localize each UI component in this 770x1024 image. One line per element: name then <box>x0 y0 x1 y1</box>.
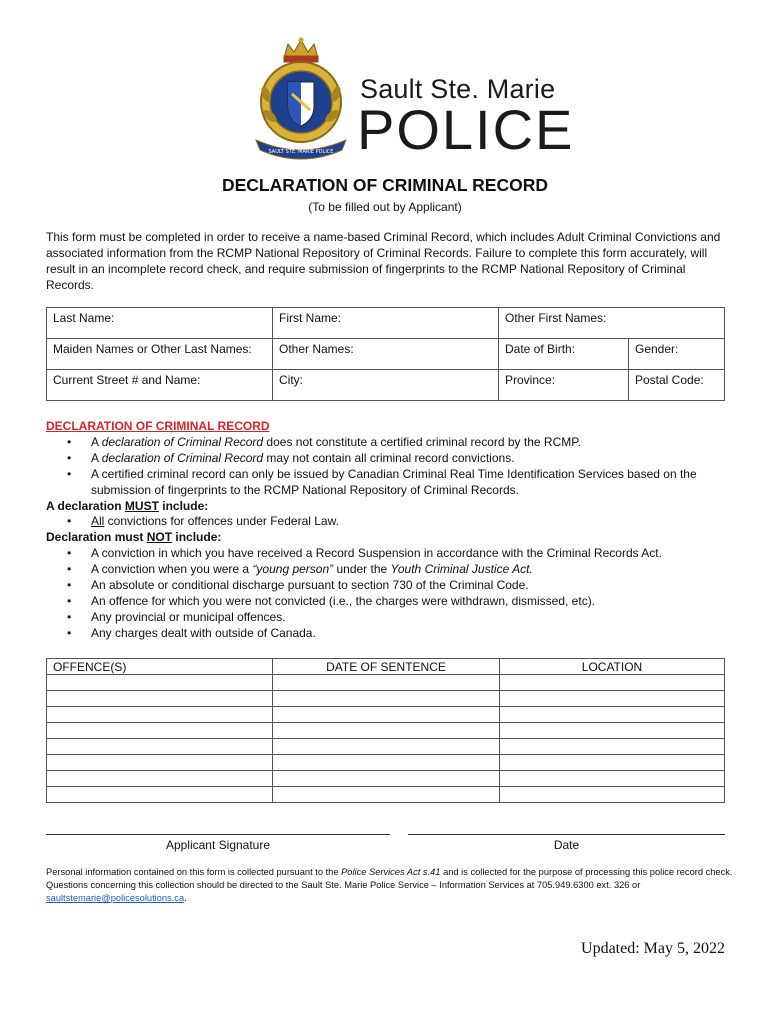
must-not-include-heading: Declaration must NOT include: <box>46 530 222 545</box>
first-name-field[interactable]: First Name: <box>273 308 499 339</box>
maiden-names-field[interactable]: Maiden Names or Other Last Names: <box>47 339 273 370</box>
city-field[interactable]: City: <box>273 370 499 401</box>
declaration-heading: DECLARATION OF CRIMINAL RECORD <box>46 419 270 433</box>
table-row <box>47 787 725 803</box>
declaration-notes-list <box>46 435 736 499</box>
table-row <box>47 675 725 691</box>
date-of-birth-field[interactable]: Date of Birth: <box>499 339 629 370</box>
list-item: • An offence for which you were not convicted (i.e., the charges were withdrawn, dismissed, etc). <box>46 594 736 610</box>
postal-code-field[interactable]: Postal Code: <box>629 370 725 401</box>
must-include-heading: A declaration MUST include: <box>46 498 209 513</box>
list-item: • An absolute or conditional discharge pursuant to section 730 of the Criminal Code. <box>46 578 736 594</box>
must-not-include-list <box>46 546 736 641</box>
police-crest-logo <box>248 36 354 162</box>
date-of-sentence-column-header: DATE OF SENTENCE <box>273 659 500 675</box>
location-column-header: LOCATION <box>500 659 725 675</box>
table-row <box>47 755 725 771</box>
applicant-signature-line[interactable] <box>46 834 390 835</box>
other-names-field[interactable]: Other Names: <box>273 339 499 370</box>
list-item: • A conviction in which you have received a Record Suspension in accordance with the Criminal Records Act. <box>46 546 736 562</box>
last-name-field[interactable]: Last Name: <box>47 308 273 339</box>
applicant-signature-label: Applicant Signature <box>165 838 271 852</box>
table-row <box>47 691 725 707</box>
list-item: • All convictions for offences under Federal Law. <box>46 514 736 530</box>
date-signature-line[interactable] <box>408 834 725 835</box>
list-item: • A declaration of Criminal Record does not constitute a certified criminal record by the RCMP. <box>46 435 736 451</box>
table-row <box>47 771 725 787</box>
date-label: Date <box>553 838 580 852</box>
applicant-info-table <box>46 307 725 401</box>
list-item: • A certified criminal record can only be issued by Canadian Criminal Real Time Identification Services based on the submission of fingerprints to the RCMP National Repository of Criminal Records. <box>46 467 736 499</box>
offences-table <box>46 658 725 803</box>
gender-field[interactable]: Gender: <box>629 339 725 370</box>
org-police-wordmark: POLICE <box>357 98 575 161</box>
list-item: • A declaration of Criminal Record may not contain all criminal record convictions. <box>46 451 736 467</box>
list-item: • A conviction when you were a “young person” under the Youth Criminal Justice Act. <box>46 562 736 578</box>
list-item: • Any charges dealt with outside of Canada. <box>46 626 736 642</box>
updated-date: Updated: May 5, 2022 <box>581 940 725 957</box>
privacy-notice: Personal information contained on this form is collected pursuant to the Police Services Act s.41 and is collected for the purpose of processing this police record check. Questions concerning this collection should be directed to the Sault Ste. Marie Police Service – Information Services at 705.949.6300 ext. 326 or saultstemarie@policesolutions.ca. <box>46 867 733 903</box>
email-link[interactable]: saultstemarie@policesolutions.ca <box>46 893 185 903</box>
declaration-section <box>46 419 736 642</box>
table-row <box>47 707 725 723</box>
must-include-list <box>46 514 736 530</box>
table-row <box>47 723 725 739</box>
street-field[interactable]: Current Street # and Name: <box>47 370 273 401</box>
form-title: DECLARATION OF CRIMINAL RECORD <box>221 175 548 195</box>
other-first-names-field[interactable]: Other First Names: <box>499 308 725 339</box>
list-item: • Any provincial or municipal offences. <box>46 610 736 626</box>
offence-column-header: OFFENCE(S) <box>47 659 273 675</box>
intro-paragraph: This form must be completed in order to receive a name-based Criminal Record, which includes Adult Criminal Convictions and associated information from the RCMP National Repository of Criminal Records. Failure to complete this form accurately, will result in an incomplete record check, and require submission of fingerprints to the RCMP National Repository of Criminal Records. <box>46 230 721 292</box>
table-row <box>47 739 725 755</box>
form-subtitle: (To be filled out by Applicant) <box>308 200 462 214</box>
crest-motto-text: SAULT STE. MARIE POLICE <box>268 149 334 155</box>
org-name: Sault Ste. Marie <box>360 74 556 104</box>
province-field[interactable]: Province: <box>499 370 629 401</box>
